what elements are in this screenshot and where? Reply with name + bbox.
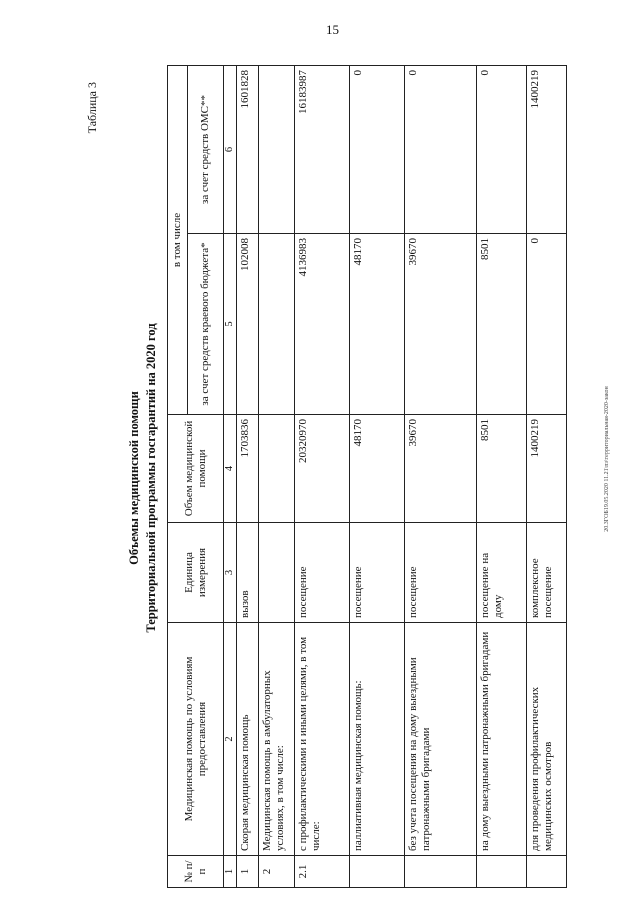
row-volume: 1703836 (237, 415, 259, 523)
column-number: 6 (224, 66, 237, 234)
row-kind: Медицинская помощь в амбулаторных условиях, в том числе: (259, 623, 295, 856)
row-budget: 0 (527, 234, 567, 415)
row-number (477, 856, 527, 888)
row-oms: 16183987 (295, 66, 350, 234)
row-volume: 1400219 (527, 415, 567, 523)
row-budget: 102008 (237, 234, 259, 415)
row-budget (259, 234, 295, 415)
volumes-table (167, 65, 567, 888)
table-row (477, 66, 527, 888)
page-number: 15 (326, 22, 339, 37)
column-number: 4 (224, 415, 237, 523)
header-number: № п/п (168, 856, 224, 888)
row-budget: 4136983 (295, 234, 350, 415)
row-unit: посещение (350, 523, 405, 623)
row-volume (259, 415, 295, 523)
row-unit (259, 523, 295, 623)
header-budget: за счет средств краевого бюджета* (188, 234, 224, 415)
row-budget: 48170 (350, 234, 405, 415)
table-row (405, 66, 477, 888)
row-unit: посещение на дому (477, 523, 527, 623)
document-stamp (600, 22, 614, 896)
row-oms: 0 (350, 66, 405, 234)
table-row (527, 66, 567, 888)
table-row (350, 66, 405, 888)
header-including: в том числе (168, 66, 188, 415)
row-unit: комплексное посещение (527, 523, 567, 623)
row-oms: 1400219 (527, 66, 567, 234)
row-unit: посещение (295, 523, 350, 623)
row-kind: паллиативная медицинская помощь: (350, 623, 405, 856)
row-number (527, 856, 567, 888)
row-kind: Скорая медицинская помощь (237, 623, 259, 856)
row-oms: 0 (477, 66, 527, 234)
row-unit: посещение (405, 523, 477, 623)
row-volume: 8501 (477, 415, 527, 523)
row-unit: вызов (237, 523, 259, 623)
table-row (295, 66, 350, 888)
row-number (405, 856, 477, 888)
rotated-document (85, 58, 585, 898)
row-budget: 8501 (477, 234, 527, 415)
row-kind: с профилактическими и иными целями, в том числе: (295, 623, 350, 856)
header-kind: Медицинская помощь по условиям предоставления (168, 623, 224, 856)
column-number: 1 (224, 856, 237, 888)
column-number: 2 (224, 623, 237, 856)
row-budget: 39670 (405, 234, 477, 415)
header-oms: за счет средств ОМС** (188, 66, 224, 234)
row-oms: 1601828 (237, 66, 259, 234)
table-label: Таблица 3 (85, 82, 99, 134)
stamp-text: 20.3ГОБ19.05.2020 11.21\пз\территориальная-2020-закон (604, 386, 610, 532)
document-subtitle: Территориальной программы госгарантий на 2020 год (144, 323, 158, 633)
row-volume: 39670 (405, 415, 477, 523)
row-kind: на дому выездными патронажными бригадами (477, 623, 527, 856)
document-title: Объемы медицинской помощи (127, 391, 141, 565)
row-oms (259, 66, 295, 234)
table-row (259, 66, 295, 888)
row-number: 1 (237, 856, 259, 888)
row-number (350, 856, 405, 888)
header-volume: Объем медицинской помощи (168, 415, 224, 523)
row-oms: 0 (405, 66, 477, 234)
column-number: 3 (224, 523, 237, 623)
row-volume: 20320970 (295, 415, 350, 523)
row-kind: без учета посещения на дому выездными патронажными бригадами (405, 623, 477, 856)
table-row (237, 66, 259, 888)
column-number: 5 (224, 234, 237, 415)
row-number: 2.1 (295, 856, 350, 888)
row-number: 2 (259, 856, 295, 888)
row-volume: 48170 (350, 415, 405, 523)
header-unit: Единица измерения (168, 523, 224, 623)
row-kind: для проведения профилактических медицинских осмотров (527, 623, 567, 856)
